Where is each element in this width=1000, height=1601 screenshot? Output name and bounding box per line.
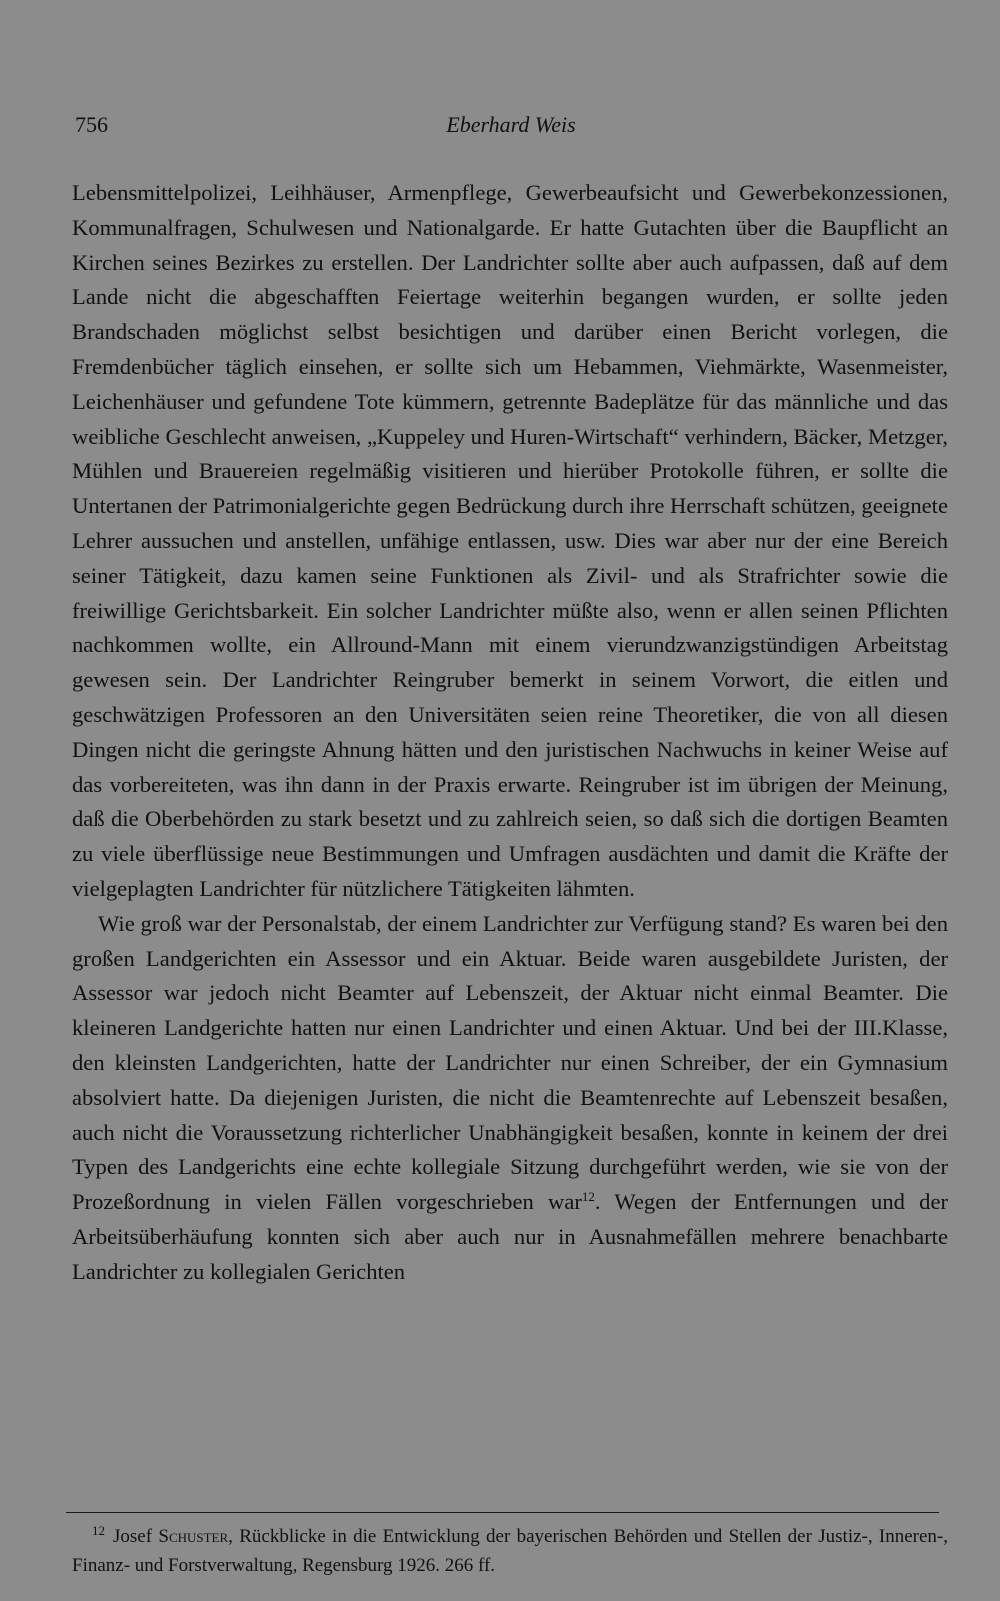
page-number: 756 <box>75 112 108 137</box>
paragraph-2-text: Wie groß war der Personalstab, der einem Landrichter zur Verfügung stand? Es waren bei den großen Landgerichten ein Assessor und ein Aktuar. Beide waren ausgebildete Juristen, der Assessor war jedoch nicht Beamter auf Lebenszeit, der Aktuar nicht einmal Beamter. Die kleineren Landgerichte hatten nur einen Landrichter und einen Aktuar. Und bei der III.Klasse, den kleinsten Landgerichten, hatte der Landrichter nur einen Schreiber, der ein Gymnasium absolviert hatte. Da diejenigen Juristen, die nicht die Beamtenrechte auf Lebenszeit besaßen, auch nicht die Voraussetzung richterlicher Unabhängigkeit besaßen, konnte in keinem der drei Typen des Landgerichts eine echte kollegiale Sitzung durchgeführt werden, wie sie von der Prozeßordnung in vielen Fällen vorgeschrieben war <box>72 910 948 1215</box>
body-text <box>72 176 948 1290</box>
footnote-reference: 12 <box>581 1189 595 1205</box>
footnote-number: 12 <box>92 1523 105 1538</box>
paragraph-1: Lebensmittelpolizei, Leihhäuser, Armenpflege, Gewerbeaufsicht und Gewerbekonzessionen, Kommunalfragen, Schulwesen und Nationalgarde. Er hatte Gutachten über die Baupflicht an Kirchen seines Bezirkes zu erstellen. Der Landrichter sollte aber auch aufpassen, daß auf dem Lande nicht die abgeschafften Feiertage weiterhin begangen wurden, er sollte jeden Brandschaden möglichst selbst besichtigen und darüber einen Bericht vorlegen, die Fremdenbücher täglich einsehen, er sollte sich um Hebammen, Viehmärkte, Wasenmeister, Leichenhäuser und gefundene Tote kümmern, getrennte Badeplätze für das männliche und das weibliche Geschlecht anweisen, „Kuppeley und Huren-Wirtschaft“ verhindern, Bäcker, Metzger, Mühlen und Brauereien regelmäßig visitieren und hierüber Protokolle führen, er sollte die Untertanen der Patrimonialgerichte gegen Bedrückung durch ihre Herrschaft schützen, geeignete Lehrer aussuchen und anstellen, unfähige entlassen, usw. Dies war aber nur der eine Bereich seiner Tätigkeit, dazu kamen seine Funktionen als Zivil- und als Strafrichter sowie die freiwillige Gerichtsbarkeit. Ein solcher Landrichter müßte also, wenn er allen seinen Pflichten nachkommen wollte, ein Allround-Mann mit einem vierundzwanzigstündigen Arbeitstag gewesen sein. Der Landrichter Reingruber bemerkt in seinem Vorwort, die eitlen und geschwätzigen Professoren an den Universitäten seien reine Theoretiker, die von all diesen Dingen nicht die geringste Ahnung hätten und den juristischen Nachwuchs in keiner Weise auf das vorbereiteten, was ihn dann in der Praxis erwarte. Reingruber ist im übrigen der Meinung, daß die Oberbehörden zu stark besetzt und zu zahlreich seien, so daß sich die dortigen Beamten zu viele überflüssige neue Bestimmungen und Umfragen ausdächten und damit die Kräfte der vielgeplagten Landrichter für nützlichere Tätigkeiten lähmten. <box>72 180 948 901</box>
footnote-divider <box>66 1512 939 1513</box>
footnote <box>72 1522 948 1580</box>
paragraph-2-continuation: . Wegen der Entfernungen und der Arbeitsüberhäufung konnten sich aber auch nur in Ausnahmefällen mehrere benachbarte Landrichter zu kollegialen Gerichten <box>72 1189 948 1284</box>
running-head: Eberhard Weis <box>446 112 576 137</box>
footnote-author-last: Schuster <box>158 1526 229 1547</box>
footnote-text: , Rückblicke in die Entwicklung der bayerischen Behörden und Stellen der Justiz-, Inneren-, Finanz- und Forstverwaltung, Regensburg 1926. 266 ff. <box>72 1526 949 1576</box>
footnote-author-first: Josef <box>113 1526 153 1547</box>
paragraph-2 <box>72 907 948 1290</box>
page-header <box>75 106 947 142</box>
